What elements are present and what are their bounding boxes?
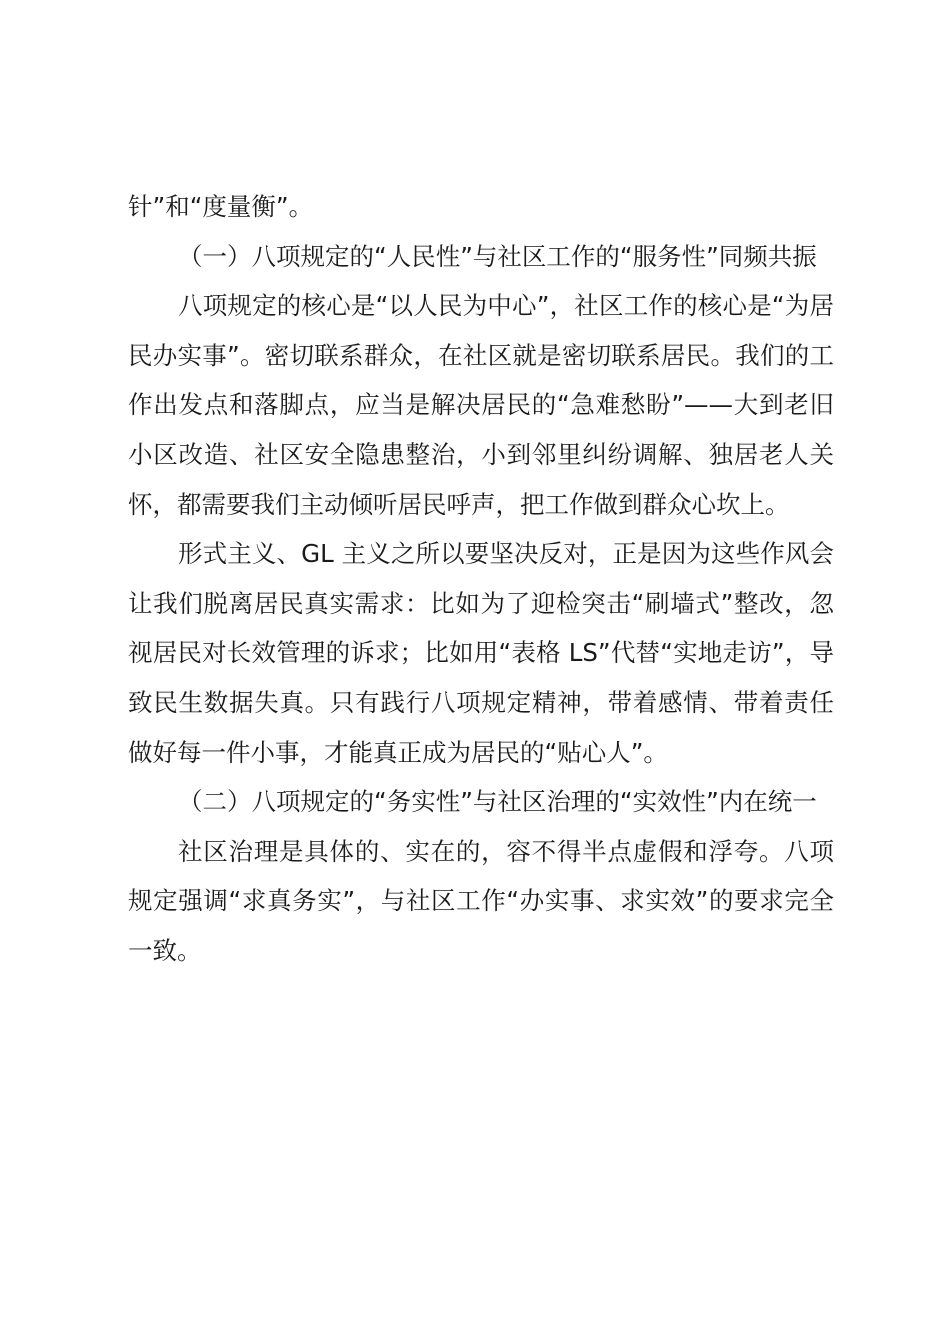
paragraph-body: 形式主义、GL 主义之所以要坚决反对，正是因为这些作风会让我们脱离居民真实需求：比如为了迎检突击“刷墙式”整改，忽视居民对长效管理的诉求；比如用“表格 LS”代替“实地走访”，导致民生数据失真。只有践行八项规定精神，带着感情、带着责任做好每一件小事，才能真正成为居民的“贴心人”。	[128, 539, 834, 767]
document-page	[128, 182, 834, 976]
paragraph-body: 八项规定的核心是“以人民为中心”，社区工作的核心是“为居民办实事”。密切联系群众，在社区就是密切联系居民。我们的工作出发点和落脚点，应当是解决居民的“急难愁盼”——大到老旧小区改造、社区安全隐患整治，小到邻里纠纷调解、独居老人关怀，都需要我们主动倾听居民呼声，把工作做到群众心坎上。	[128, 291, 834, 519]
section-heading-1: （一）八项规定的“人民性”与社区工作的“服务性”同频共振	[178, 241, 817, 271]
paragraph-body: 社区治理是具体的、实在的，容不得半点虚假和浮夸。八项规定强调“求真务实”，与社区工作“办实事、求实效”的要求完全一致。	[128, 836, 834, 965]
section-heading-2: （二）八项规定的“务实性”与社区治理的“实效性”内在统一	[178, 787, 817, 817]
paragraph-continuation: 针”和“度量衡”。	[128, 192, 314, 221]
